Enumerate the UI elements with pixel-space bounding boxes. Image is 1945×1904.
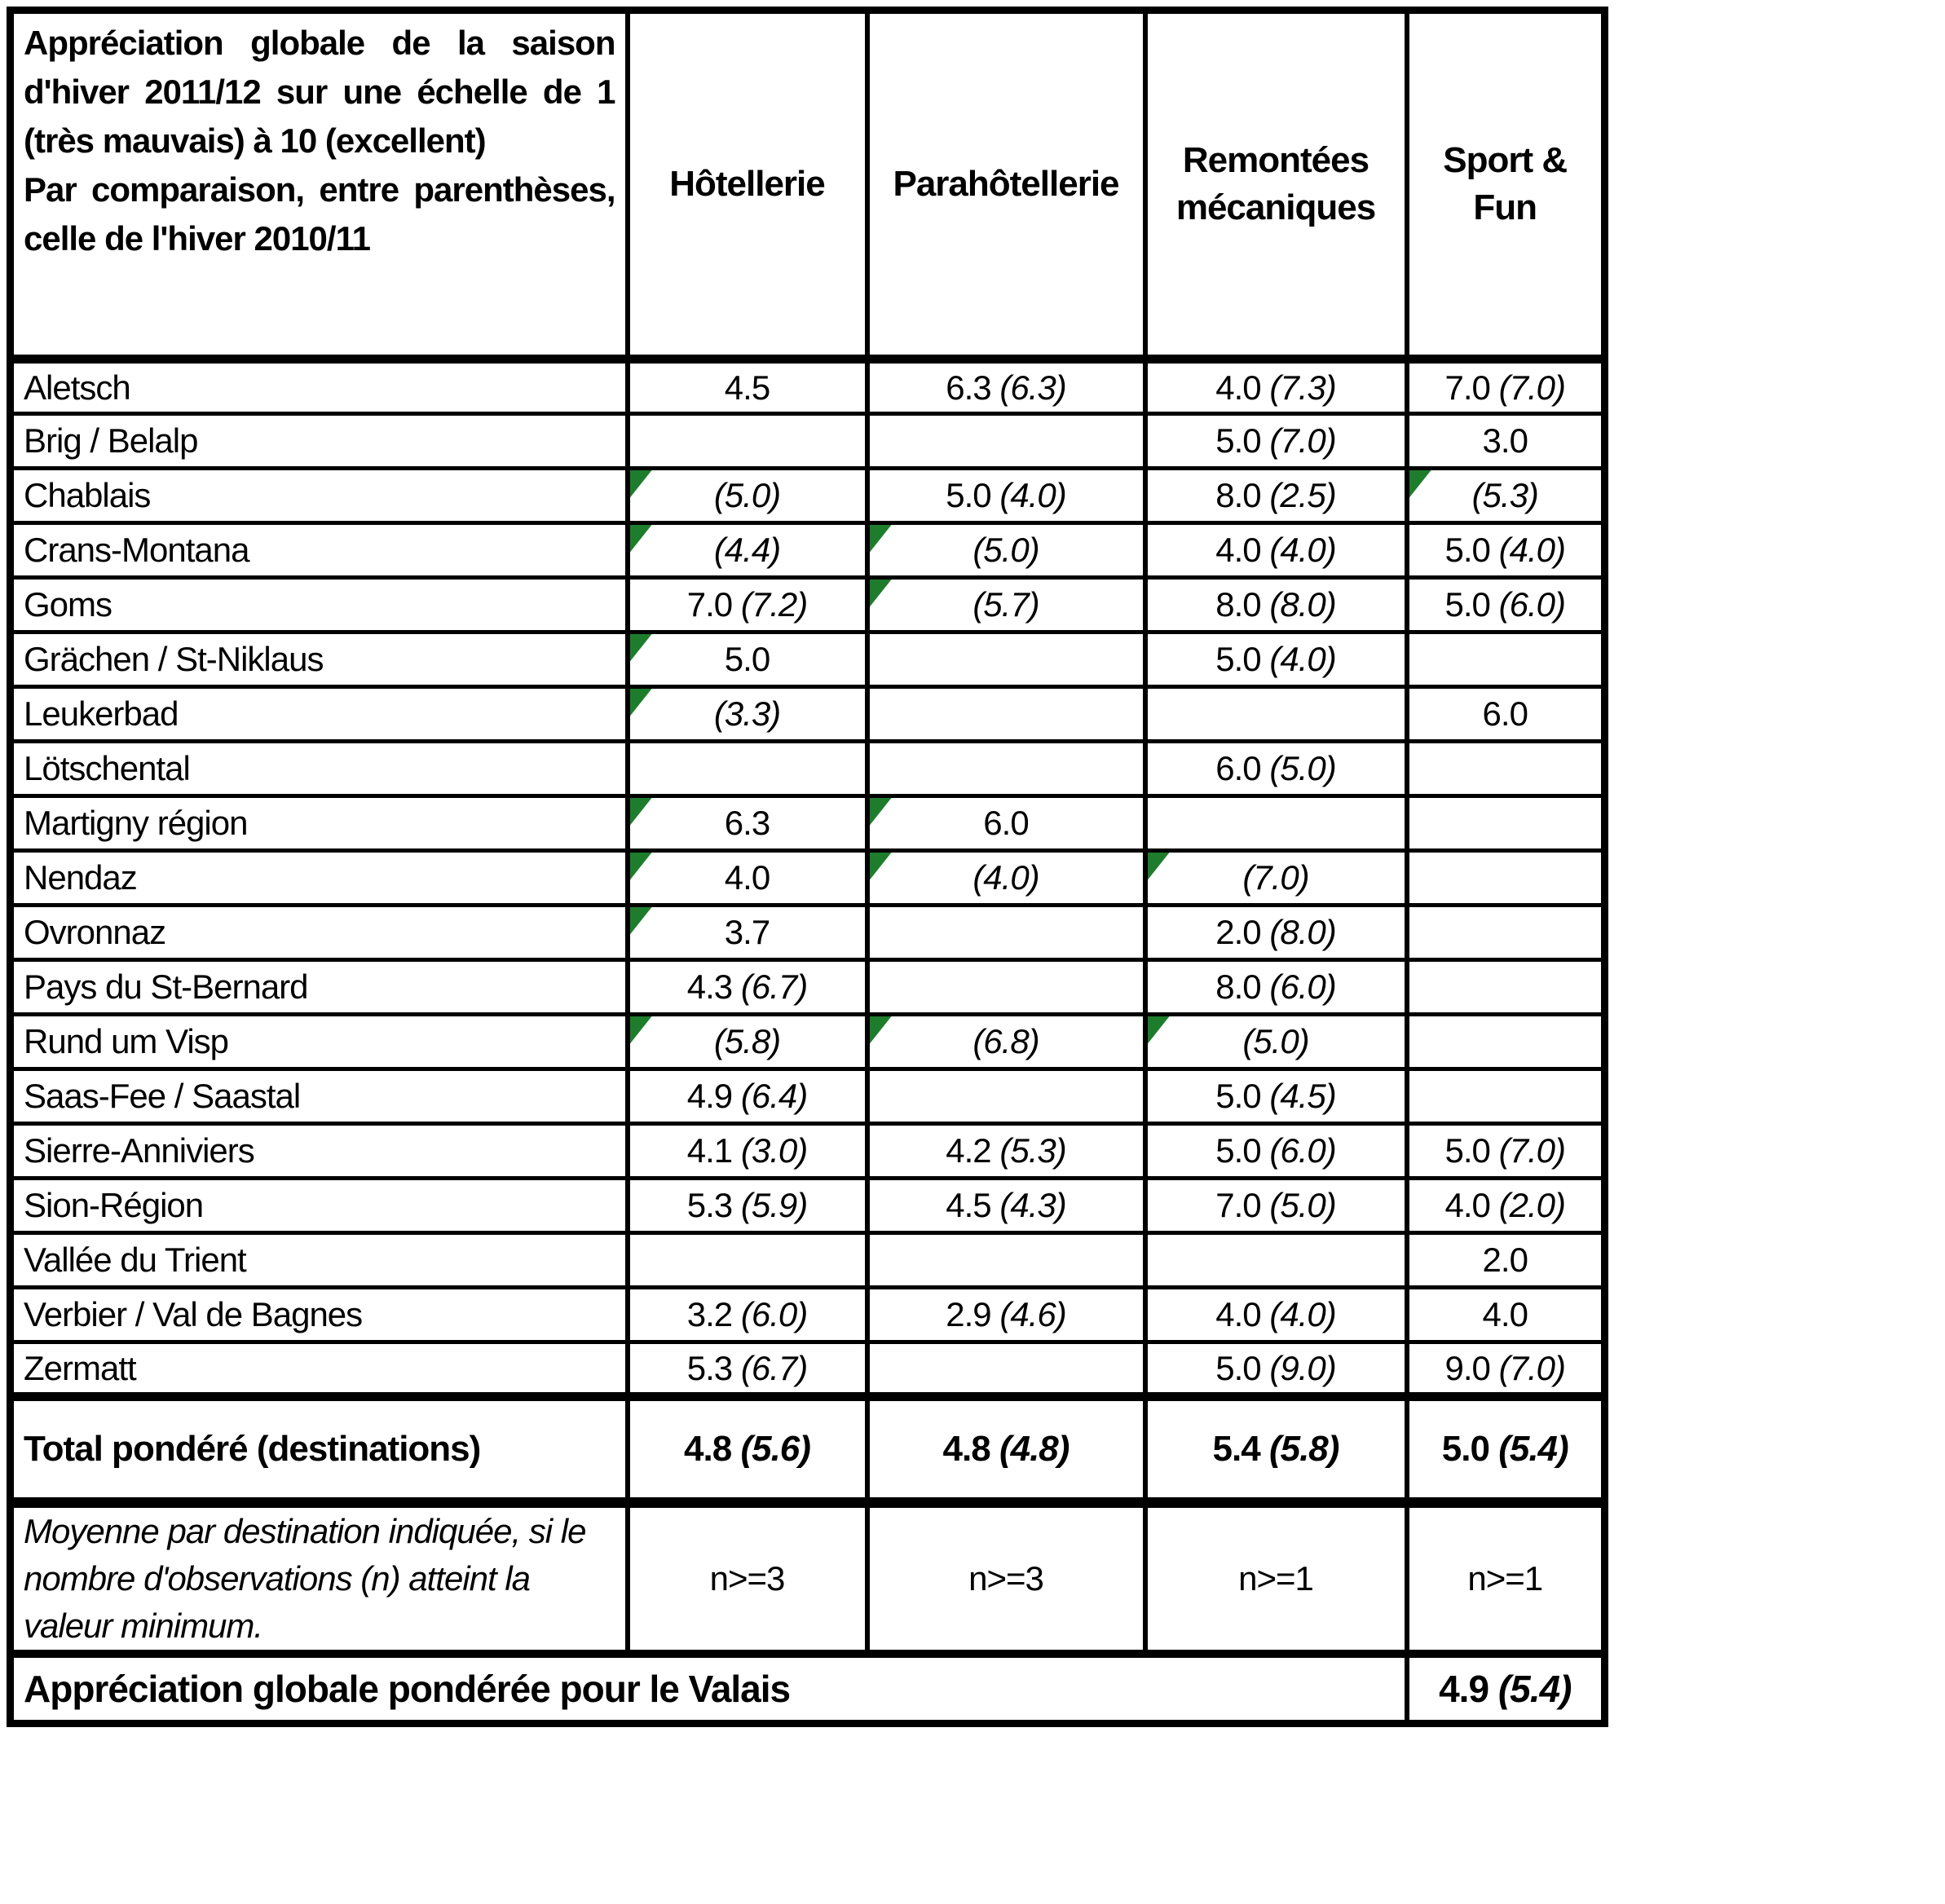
previous-season-value: (7.3) <box>1269 368 1336 407</box>
previous-season-value: (4.0) <box>999 476 1066 514</box>
rating-cell <box>628 851 867 906</box>
rating-value: 7.0 <box>1444 368 1490 407</box>
rating-cell <box>1145 1015 1407 1069</box>
rating-cell <box>628 359 867 414</box>
previous-season-value: (5.0) <box>713 476 781 514</box>
note-min-n-parahotellerie: n>=3 <box>867 1503 1145 1655</box>
table-row <box>11 1179 1605 1233</box>
rating-value: 5.0 <box>1444 531 1490 569</box>
rating-cell <box>867 632 1145 687</box>
rating-value: 6.3 <box>946 368 991 407</box>
previous-season-value: (4.8) <box>999 1429 1070 1469</box>
previous-season-value: (7.0) <box>1498 1348 1565 1387</box>
cell-flag-marker-icon <box>630 798 652 826</box>
rating-cell <box>1145 1124 1407 1179</box>
rating-value: 4.0 <box>1215 368 1261 407</box>
rating-cell <box>1145 687 1407 742</box>
destination-name: Ovronnaz <box>11 906 628 960</box>
table-row <box>11 469 1605 523</box>
total-cell-hotellerie <box>628 1397 867 1503</box>
rating-value: 5.0 <box>1215 1131 1261 1170</box>
rating-cell <box>628 1342 867 1397</box>
previous-season-value: (3.3) <box>713 694 781 733</box>
previous-season-value: (5.8) <box>713 1022 781 1060</box>
rating-cell <box>628 1288 867 1342</box>
destination-name: Pays du St-Bernard <box>11 960 628 1015</box>
note-min-n-sport-fun: n>=1 <box>1407 1503 1605 1655</box>
previous-season-value: (7.0) <box>1498 368 1565 407</box>
rating-cell <box>867 523 1145 578</box>
rating-cell <box>1407 742 1605 796</box>
rating-cell <box>628 632 867 687</box>
rating-cell <box>867 578 1145 632</box>
previous-season-value: (5.3) <box>999 1131 1066 1170</box>
table-row <box>11 523 1605 578</box>
table-header-row <box>11 11 1605 359</box>
rating-value: 5.0 <box>946 476 991 514</box>
rating-value: 4.8 <box>942 1429 990 1469</box>
rating-value: 3.7 <box>724 913 770 951</box>
total-cell-remontees <box>1145 1397 1407 1503</box>
rating-cell <box>1407 578 1605 632</box>
rating-value: 5.0 <box>1444 585 1490 624</box>
total-label: Total pondéré (destinations) <box>11 1397 628 1503</box>
table-row <box>11 906 1605 960</box>
table-row <box>11 578 1605 632</box>
rating-cell <box>1407 1124 1605 1179</box>
previous-season-value: (4.6) <box>999 1295 1066 1333</box>
rating-cell <box>1145 414 1407 469</box>
rating-value: 4.3 <box>686 967 733 1006</box>
previous-season-value: (9.0) <box>1269 1348 1336 1387</box>
rating-cell <box>1145 1288 1407 1342</box>
destination-name: Aletsch <box>11 359 628 414</box>
cell-flag-marker-icon <box>630 907 652 935</box>
rating-cell <box>867 469 1145 523</box>
previous-season-value: (5.6) <box>740 1429 810 1469</box>
table-row <box>11 1288 1605 1342</box>
rating-cell <box>628 1124 867 1179</box>
previous-season-value: (6.7) <box>740 967 808 1006</box>
footer-label: Appréciation globale pondérée pour le Valais <box>11 1654 1407 1723</box>
total-cell-sport-fun <box>1407 1397 1605 1503</box>
rating-cell <box>628 523 867 578</box>
footer-row <box>11 1654 1605 1723</box>
rating-value: 6.0 <box>1215 749 1261 787</box>
previous-season-value: (6.3) <box>999 368 1066 407</box>
rating-cell <box>1407 687 1605 742</box>
rating-cell <box>1407 1069 1605 1124</box>
rating-cell <box>1145 851 1407 906</box>
total-row <box>11 1397 1605 1503</box>
previous-season-value: (5.8) <box>1268 1429 1339 1469</box>
cell-flag-marker-icon <box>630 525 652 553</box>
table-row <box>11 359 1605 414</box>
cell-flag-marker-icon <box>1148 853 1170 880</box>
table-row <box>11 1342 1605 1397</box>
destination-name: Chablais <box>11 469 628 523</box>
rating-cell <box>1145 1342 1407 1397</box>
table-row <box>11 796 1605 851</box>
previous-season-value: (5.0) <box>1269 1186 1336 1224</box>
table-row <box>11 1069 1605 1124</box>
rating-value: 8.0 <box>1215 476 1261 514</box>
previous-season-value: (5.4) <box>1497 1667 1572 1710</box>
rating-value: 9.0 <box>1444 1348 1490 1387</box>
table-row <box>11 632 1605 687</box>
col-header-remontees-mecaniques: Remontées mécaniques <box>1145 11 1407 359</box>
previous-season-value: (5.4) <box>1498 1429 1568 1469</box>
previous-season-value: (6.8) <box>972 1022 1039 1060</box>
previous-season-value: (3.0) <box>740 1131 808 1170</box>
col-header-hotellerie: Hôtellerie <box>628 11 867 359</box>
note-min-n-remontees: n>=1 <box>1145 1503 1407 1655</box>
previous-season-value: (5.0) <box>1242 1022 1309 1060</box>
rating-value: 4.0 <box>1482 1295 1528 1333</box>
previous-season-value: (4.5) <box>1269 1077 1336 1115</box>
rating-cell <box>1407 1179 1605 1233</box>
rating-value: 6.0 <box>1482 694 1528 733</box>
rating-cell <box>867 1124 1145 1179</box>
col-header-parahotellerie: Parahôtellerie <box>867 11 1145 359</box>
destination-name: Rund um Visp <box>11 1015 628 1069</box>
rating-cell <box>1145 1233 1407 1288</box>
rating-cell <box>628 1069 867 1124</box>
destination-name: Leukerbad <box>11 687 628 742</box>
cell-flag-marker-icon <box>870 853 892 880</box>
rating-cell <box>867 906 1145 960</box>
rating-cell <box>628 742 867 796</box>
rating-value: 5.0 <box>1441 1429 1489 1469</box>
rating-value: 4.5 <box>724 368 770 407</box>
rating-cell <box>867 1288 1145 1342</box>
rating-cell <box>1145 469 1407 523</box>
rating-cell <box>1407 960 1605 1015</box>
rating-cell <box>628 1015 867 1069</box>
rating-value: 5.0 <box>1444 1131 1490 1170</box>
table-row <box>11 687 1605 742</box>
rating-value: 8.0 <box>1215 967 1261 1006</box>
previous-season-value: (4.0) <box>1269 1295 1336 1333</box>
cell-flag-marker-icon <box>630 1016 652 1044</box>
previous-season-value: (7.0) <box>1242 858 1309 897</box>
rating-cell <box>1407 359 1605 414</box>
rating-cell <box>867 742 1145 796</box>
table-description-cell <box>11 11 628 359</box>
previous-season-value: (5.0) <box>1269 749 1336 787</box>
rating-cell <box>1407 906 1605 960</box>
cell-flag-marker-icon <box>630 634 652 662</box>
destination-name: Sion-Région <box>11 1179 628 1233</box>
rating-cell <box>867 851 1145 906</box>
rating-cell <box>867 359 1145 414</box>
rating-value: 3.2 <box>686 1295 733 1333</box>
rating-value: 4.0 <box>1215 1295 1261 1333</box>
previous-season-value: (5.7) <box>972 585 1039 624</box>
previous-season-value: (8.0) <box>1269 913 1336 951</box>
previous-season-value: (5.3) <box>1471 476 1538 514</box>
rating-value: 5.0 <box>1215 1077 1261 1115</box>
rating-value: 3.0 <box>1482 421 1528 460</box>
rating-cell <box>628 578 867 632</box>
col-header-sport-fun: Sport & Fun <box>1407 11 1605 359</box>
rating-cell <box>1145 632 1407 687</box>
rating-value: 8.0 <box>1215 585 1261 624</box>
rating-cell <box>628 1233 867 1288</box>
rating-cell <box>1145 523 1407 578</box>
rating-cell <box>628 1179 867 1233</box>
previous-season-value: (7.0) <box>1269 421 1336 460</box>
rating-cell <box>867 796 1145 851</box>
rating-value: 5.3 <box>686 1186 733 1224</box>
rating-value: 5.0 <box>1215 1348 1261 1387</box>
destination-name: Verbier / Val de Bagnes <box>11 1288 628 1342</box>
rating-cell <box>628 687 867 742</box>
rating-value: 7.0 <box>686 585 733 624</box>
rating-value: 4.0 <box>1215 531 1261 569</box>
rating-cell <box>867 1069 1145 1124</box>
rating-value: 2.0 <box>1215 913 1261 951</box>
previous-season-value: (6.7) <box>740 1348 808 1387</box>
table-row <box>11 1015 1605 1069</box>
rating-cell <box>1145 742 1407 796</box>
rating-cell <box>628 796 867 851</box>
note-row <box>11 1503 1605 1655</box>
rating-cell <box>1407 796 1605 851</box>
previous-season-value: (4.0) <box>1269 640 1336 678</box>
table-row <box>11 414 1605 469</box>
destination-name: Vallée du Trient <box>11 1233 628 1288</box>
destination-name: Martigny région <box>11 796 628 851</box>
previous-season-value: (5.9) <box>740 1186 808 1224</box>
rating-value: 7.0 <box>1215 1186 1261 1224</box>
rating-cell <box>628 469 867 523</box>
previous-season-value: (7.2) <box>740 585 808 624</box>
note-min-n-hotellerie: n>=3 <box>628 1503 867 1655</box>
rating-cell <box>1407 851 1605 906</box>
previous-season-value: (8.0) <box>1269 585 1336 624</box>
rating-value: 4.0 <box>1444 1186 1490 1224</box>
cell-flag-marker-icon <box>630 689 652 716</box>
rating-cell <box>1407 1342 1605 1397</box>
rating-cell <box>628 960 867 1015</box>
previous-season-value: (7.0) <box>1498 1131 1565 1170</box>
cell-flag-marker-icon <box>1409 470 1431 498</box>
previous-season-value: (2.5) <box>1269 476 1336 514</box>
destination-name: Crans-Montana <box>11 523 628 578</box>
destination-name: Grächen / St-Niklaus <box>11 632 628 687</box>
rating-value: 5.3 <box>686 1348 733 1387</box>
rating-cell <box>867 1179 1145 1233</box>
rating-value: 4.9 <box>1439 1667 1489 1710</box>
rating-value: 2.9 <box>946 1295 991 1333</box>
previous-season-value: (4.0) <box>972 858 1039 897</box>
destination-name: Nendaz <box>11 851 628 906</box>
rating-value: 4.0 <box>724 858 770 897</box>
rating-cell <box>628 414 867 469</box>
rating-value: 6.3 <box>724 804 770 842</box>
rating-value: 6.0 <box>983 804 1029 842</box>
destination-name: Sierre-Anniviers <box>11 1124 628 1179</box>
note-text: Moyenne par destination indiquée, si le nombre d'observations (n) atteint la valeur minimum. <box>11 1503 628 1655</box>
previous-season-value: (5.0) <box>972 531 1039 569</box>
rating-cell <box>1145 906 1407 960</box>
rating-cell <box>867 414 1145 469</box>
rating-cell <box>1407 414 1605 469</box>
rating-cell <box>1407 469 1605 523</box>
footer-value-cell <box>1407 1654 1605 1723</box>
rating-value: 5.0 <box>1215 640 1261 678</box>
table-description-paragraph-2: Par comparaison, entre parenthèses, celle de l'hiver 2010/11 <box>24 170 615 258</box>
rating-value: 4.5 <box>946 1186 991 1224</box>
destination-name: Goms <box>11 578 628 632</box>
rating-value: 5.0 <box>724 640 770 678</box>
rating-cell <box>1145 1069 1407 1124</box>
previous-season-value: (6.0) <box>1269 1131 1336 1170</box>
table-description-paragraph-1: Appréciation globale de la saison d'hiver 2011/12 sur une échelle de 1 (très mauvais) à 10 (excellent) <box>24 24 615 160</box>
rating-value: 4.8 <box>684 1429 732 1469</box>
rating-cell <box>1145 359 1407 414</box>
rating-cell <box>867 1342 1145 1397</box>
table-row <box>11 960 1605 1015</box>
rating-cell <box>1145 578 1407 632</box>
table-row <box>11 1124 1605 1179</box>
previous-season-value: (4.0) <box>1269 531 1336 569</box>
table-row <box>11 742 1605 796</box>
rating-cell <box>1407 632 1605 687</box>
season-rating-table <box>7 7 1608 1727</box>
rating-value: 4.2 <box>946 1131 991 1170</box>
rating-value: 5.4 <box>1212 1429 1260 1469</box>
rating-cell <box>628 906 867 960</box>
rating-cell <box>1145 960 1407 1015</box>
rating-cell <box>1145 1179 1407 1233</box>
previous-season-value: (6.0) <box>1269 967 1336 1006</box>
destination-name: Lötschental <box>11 742 628 796</box>
rating-cell <box>867 687 1145 742</box>
destination-name: Zermatt <box>11 1342 628 1397</box>
cell-flag-marker-icon <box>870 580 892 607</box>
cell-flag-marker-icon <box>630 853 652 880</box>
cell-flag-marker-icon <box>870 798 892 826</box>
rating-value: 4.1 <box>686 1131 733 1170</box>
rating-cell <box>1407 1288 1605 1342</box>
previous-season-value: (4.3) <box>999 1186 1066 1224</box>
previous-season-value: (6.4) <box>740 1077 808 1115</box>
cell-flag-marker-icon <box>870 525 892 553</box>
cell-flag-marker-icon <box>1148 1016 1170 1044</box>
cell-flag-marker-icon <box>630 470 652 498</box>
rating-cell <box>867 1015 1145 1069</box>
rating-value: 2.0 <box>1482 1241 1528 1279</box>
rating-cell <box>1145 796 1407 851</box>
table-row <box>11 851 1605 906</box>
previous-season-value: (4.4) <box>713 531 781 569</box>
previous-season-value: (6.0) <box>740 1295 808 1333</box>
rating-cell <box>1407 523 1605 578</box>
rating-value: 4.9 <box>686 1077 733 1115</box>
destination-rows <box>11 359 1605 1397</box>
total-cell-parahotellerie <box>867 1397 1145 1503</box>
previous-season-value: (4.0) <box>1498 531 1565 569</box>
rating-cell <box>867 1233 1145 1288</box>
rating-cell <box>1407 1233 1605 1288</box>
rating-cell <box>867 960 1145 1015</box>
cell-flag-marker-icon <box>870 1016 892 1044</box>
destination-name: Brig / Belalp <box>11 414 628 469</box>
rating-cell <box>1407 1015 1605 1069</box>
previous-season-value: (6.0) <box>1498 585 1565 624</box>
rating-value: 5.0 <box>1215 421 1261 460</box>
previous-season-value: (2.0) <box>1498 1186 1565 1224</box>
destination-name: Saas-Fee / Saastal <box>11 1069 628 1124</box>
table-row <box>11 1233 1605 1288</box>
